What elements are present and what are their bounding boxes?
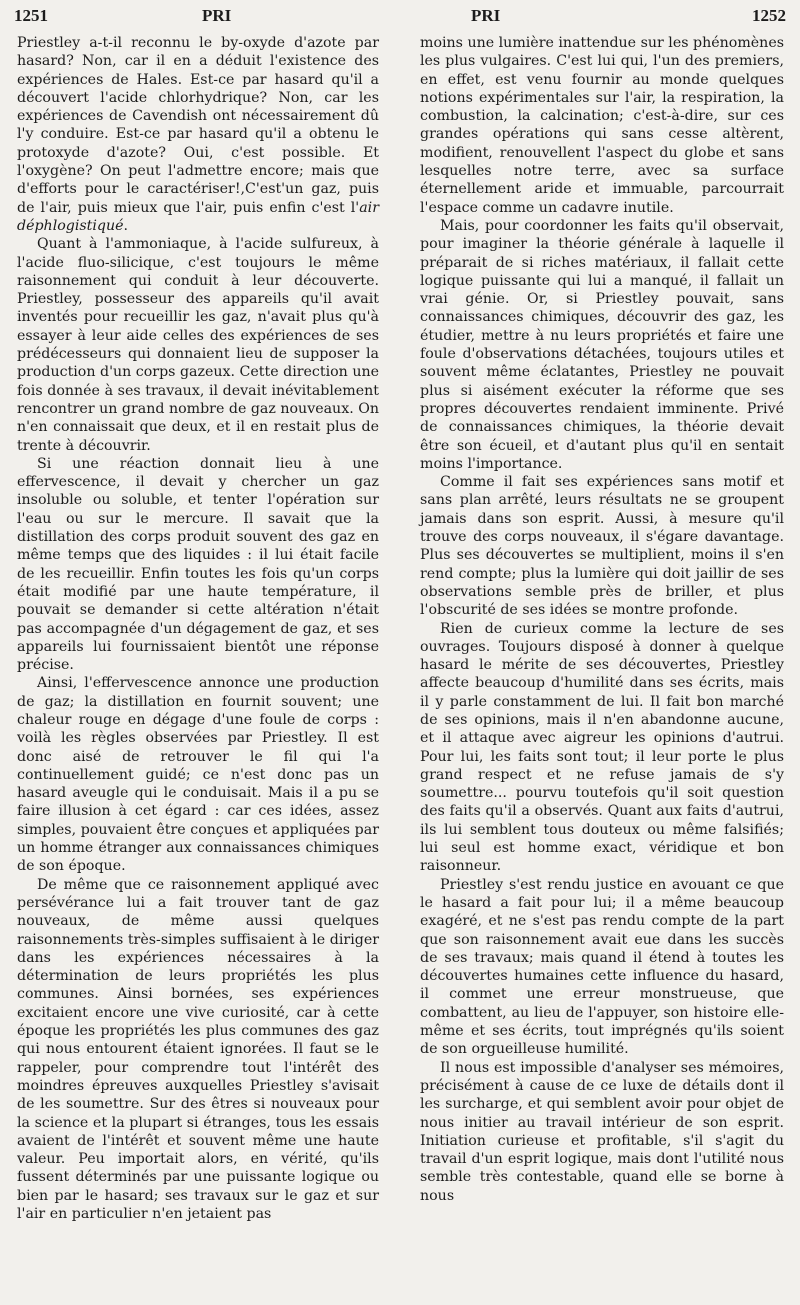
- paragraph: Comme il fait ses expériences sans motif et sans plan arrêté, leurs résultats ne se groupent jamais dans son esprit. Aussi, à mesure qu'il trouve des corps nouveaux, il s'égare davantage. Plus ses découvertes se multiplient, moins il s'en rend compte; plus la lumière qui doit jaillir de ses observations semble près de briller, et plus l'obscurité de ses idées se montre profonde.: [420, 474, 784, 619]
- emphasis-air-dephlogistique: air déphlogistiqué: [17, 199, 379, 234]
- paragraph: Rien de curieux comme la lecture de ses ouvrages. Toujours disposé à donner à quelque hasard le mérite de ses découvertes, Priestley affecte beaucoup d'humilité dans ses écrits, mais il y parle constamment de lui. Il fait bon marché de ses opinions, mais il n'en abandonne aucune, et il attaque avec aigreur les opinions d'autrui. Pour lui, les faits sont tout; il leur porte le plus grand respect et ne refuse jamais de s'y soumettre... pourvu toutefois qu'il soit question des faits qu'il a observés. Quant aux faits d'autrui, ils lui semblent tous douteux ou même falsifiés; lui seul est homme exact, véridique et bon raisonneur.: [420, 620, 784, 875]
- paragraph: Si une réaction donnait lieu à une effervescence, il devait y chercher un gaz insoluble ou soluble, et tenter l'opération sur l'eau ou sur le mercure. Il savait que la distillation des corps produit souvent des gaz en même temps que des liquides : il lui était facile de les recueillir. Enfin toutes les fois qu'un corps était modifié par une haute température, il pouvait se demander si cette altération n'était pas accompagnée d'un dégagement de gaz, et ses appareils lui fournissaient bientôt une réponse précise.: [17, 455, 379, 674]
- right-column: [420, 34, 784, 1205]
- left-running-head: PRI: [202, 6, 232, 25]
- paragraph: Quant à l'ammoniaque, à l'acide sulfureux, à l'acide fluo-silicique, c'est toujours le même raisonnement qui conduit à leur découverte. Priestley, possesseur des appareils qu'il avait inventés pour recueillir les gaz, n'avait plus qu'à essayer à leur aide celles des expériences de ses prédécesseurs qui donnaient lieu de supposer la production d'un corps gazeux. Cette direction une fois donnée à ses travaux, il devait inévitablement rencontrer un grand nombre de gaz nouveaux. On n'en connaissait que deux, et il en restait plus de trente à découvrir.: [17, 236, 379, 454]
- paragraph: moins une lumière inattendue sur les phénomènes les plus vulgaires. C'est lui qui, l'un des premiers, en effet, est venu fournir au monde quelques notions expérimentales sur l'air, la respiration, la combustion, la calcination; c'est-à-dire, sur ces grandes opérations qui sans cesse altèrent, modifient, renouvellent l'aspect du globe et sans lesquelles notre terre, avec sa surface éternellement aride et immuable, parcourrait l'espace comme un cadavre inutile.: [420, 35, 784, 216]
- left-column: [17, 34, 379, 1223]
- paragraph: Priestley a-t-il reconnu le by-oxyde d'azote par hasard? Non, car il en a déduit l'existence des expériences de Hales. Est-ce par hasard qu'il a découvert l'acide chlorhydrique? Non, car les expériences de Cavendish ont nécessairement dû l'y conduire. Est-ce par hasard qu'il a obtenu le protoxyde d'azote? Oui, c'est possible. Et l'oxygène? On peut l'admettre encore; mais que d'efforts pour le caractériser!,C'est'un gaz, puis de l'air, puis mieux que l'air, puis enfin c'est l'air déphlogistiqué.: [17, 35, 379, 234]
- paragraph: De même que ce raisonnement appliqué avec persévérance lui a fait trouver tant de gaz nouveaux, de même aussi quelques raisonnements très-simples suffisaient à le diriger dans les expériences nécessaires à la détermination de leurs propriétés les plus communes. Ainsi bornées, ses expériences excitaient encore une vive curiosité, car à cette époque les propriétés les plus communes des gaz qui nous entourent étaient ignorées. Il faut se le rappeler, pour comprendre tout l'intérêt des moindres épreuves auxquelles Priestley s'avisait de les soumettre. Sur des êtres si nouveaux pour la science et la plupart si étranges, tous les essais avaient de l'intérêt et souvent même une haute valeur. Peu importait alors, en vérité, qu'ils fussent déterminés par une puissante logique ou bien par le hasard; ses travaux sur le gaz et sur l'air en particulier n'en jetaient pas: [17, 876, 379, 1222]
- page-header: [14, 6, 786, 32]
- paragraph: Ainsi, l'effervescence annonce une production de gaz; la distillation en fournit souvent; une chaleur rouge en dégage d'une foule de corps : voilà les règles observées par Priestley. Il est donc aisé de retrouver le fil qui l'a continuellement guidé; ce n'est donc pas un hasard aveugle qui le conduisait. Mais il a pu se faire illusion à cet égard : car ces idées, assez simples, pouvaient être conçues et appliquées par un homme étranger aux connaissances chimiques de son époque.: [17, 675, 379, 875]
- paragraph: Il nous est impossible d'analyser ses mémoires, précisément à cause de ce luxe de détails dont il les surcharge, et qui semblent avoir pour objet de nous initier au travail intérieur de son esprit. Initiation curieuse et profitable, s'il s'agit du travail d'un esprit logique, mais dont l'utilité nous semble très contestable, quand elle se borne à nous: [420, 1059, 784, 1204]
- paragraph: Mais, pour coordonner les faits qu'il observait, pour imaginer la théorie générale à laquelle il préparait de si riches matériaux, il fallait cette logique puissante qui lui a manqué, il fallait un vrai génie. Or, si Priestley pouvait, sans connaissances chimiques, découvrir des gaz, les étudier, mettre à nu leurs propriétés et faire une foule d'observations détachées, toujours utiles et souvent même éclatantes, Priestley ne pouvait plus si aisément exécuter la réforme que ses propres découvertes rendaient imminente. Privé de connaissances chimiques, la théorie devait être son écueil, et d'autant plus qu'il en sentait moins l'importance.: [420, 217, 784, 472]
- left-page-number: 1251: [14, 6, 48, 25]
- paragraph: Priestley s'est rendu justice en avouant ce que le hasard a fait pour lui; il a même beaucoup exagéré, et ne s'est pas rendu compte de la part que son raisonnement avait eue dans les succès de ses travaux; mais quand il étend à toutes les découvertes humaines cette influence du hasard, il commet une erreur monstrueuse, que combattent, au lieu de l'appuyer, son histoire elle-même et ses écrits, tout imprégnés qu'ils soient de son orgueilleuse humilité.: [420, 876, 784, 1058]
- right-page-number: 1252: [752, 6, 786, 25]
- right-running-head: PRI: [471, 6, 501, 25]
